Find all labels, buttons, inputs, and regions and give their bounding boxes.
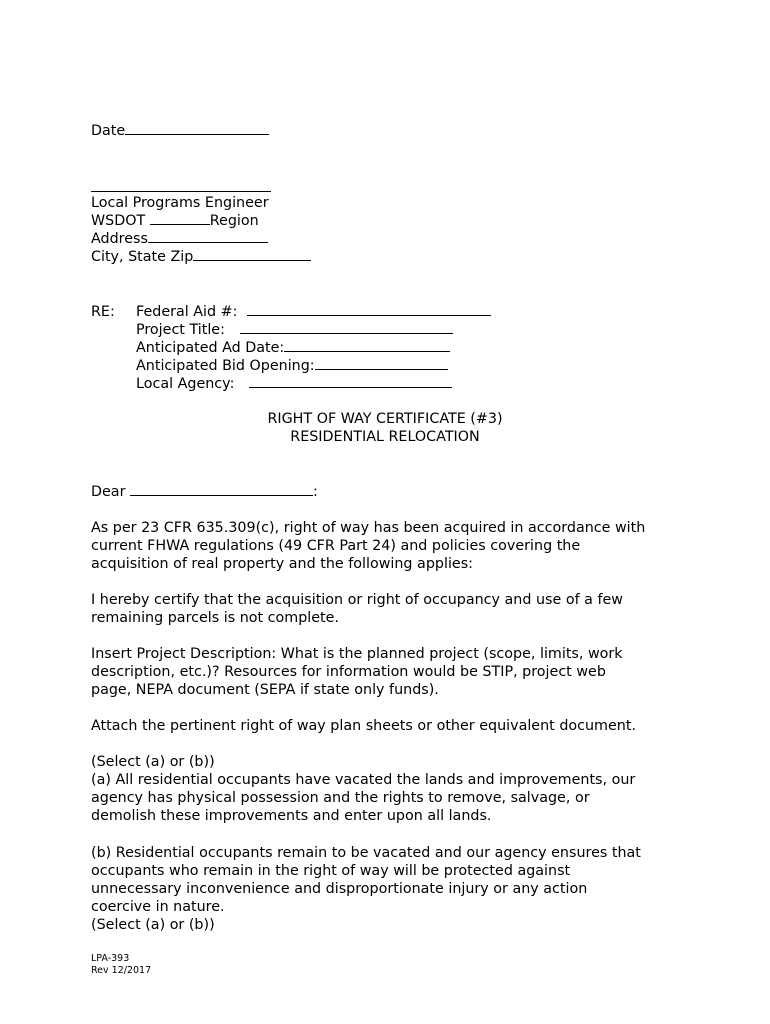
federal-aid-row (136, 303, 491, 321)
project-title-blank[interactable] (240, 321, 453, 334)
address-blank[interactable] (148, 230, 268, 243)
federal-aid-blank[interactable] (247, 303, 491, 316)
paragraph-line: (Select (a) or (b)) (91, 754, 215, 770)
re-label: RE: (91, 304, 115, 320)
ad-date-label: Anticipated Ad Date: (136, 340, 285, 356)
local-agency-blank[interactable] (249, 375, 452, 388)
dear-label: Dear (91, 484, 130, 500)
paragraph-line: remaining parcels is not complete. (91, 610, 340, 626)
paragraph-line: As per 23 CFR 635.309(c), right of way has been acquired in accordance with (91, 520, 646, 536)
ad-date-blank[interactable] (284, 339, 450, 352)
federal-aid-label: Federal Aid #: (136, 304, 238, 320)
certificate-subtitle: RESIDENTIAL RELOCATION (290, 429, 480, 445)
city-state-zip-label: City, State Zip (91, 249, 194, 265)
region-label: Region (209, 213, 259, 229)
paragraph-line: unnecessary inconvenience and disproportionate injury or any action (91, 881, 588, 897)
address-line (91, 230, 268, 248)
paragraph-line: (b) Residential occupants remain to be vacated and our agency ensures that (91, 845, 641, 861)
paragraph-line: Insert Project Description: What is the planned project (scope, limits, work (91, 646, 623, 662)
paragraph-attach (91, 717, 691, 735)
paragraph-line: (Select (a) or (b)) (91, 917, 215, 933)
local-agency-label: Local Agency: (136, 376, 235, 392)
paragraph-line: (a) All residential occupants have vacated the lands and improvements, our (91, 772, 636, 788)
city-state-zip-line (91, 248, 311, 266)
paragraph-line: I hereby certify that the acquisition or right of occupancy and use of a few (91, 592, 623, 608)
paragraph-line: Attach the pertinent right of way plan sheets or other equivalent document. (91, 718, 636, 734)
bid-opening-blank[interactable] (315, 357, 448, 370)
bid-opening-label: Anticipated Bid Opening: (136, 358, 315, 374)
recipient-name-blank[interactable] (91, 191, 271, 192)
form-number: LPA-393 (91, 953, 130, 964)
paragraph-line: occupants who remain in the right of way will be protected against (91, 863, 571, 879)
address-label: Address (91, 231, 148, 247)
paragraph-line: coercive in nature. (91, 899, 225, 915)
paragraph-option-b (91, 844, 691, 934)
paragraph-line: demolish these improvements and enter upon all lands. (91, 808, 492, 824)
ad-date-row (136, 339, 450, 357)
paragraph-line: current FHWA regulations (49 CFR Part 24) and policies covering the (91, 538, 581, 554)
salutation-colon: : (313, 484, 318, 500)
project-title-row (136, 321, 453, 339)
addressee-blank[interactable] (130, 483, 313, 496)
revision-date: Rev 12/2017 (91, 965, 152, 976)
region-blank[interactable] (150, 212, 210, 225)
date-label: Date (91, 123, 126, 139)
recipient-title: Local Programs Engineer (91, 195, 269, 211)
paragraph-line: page, NEPA document (SEPA if state only funds). (91, 682, 439, 698)
paragraph-certify (91, 591, 691, 627)
date-blank[interactable] (125, 122, 269, 135)
city-state-zip-blank[interactable] (193, 248, 311, 261)
bid-opening-row (136, 357, 448, 375)
date-line (91, 122, 269, 140)
project-title-label: Project Title: (136, 322, 225, 338)
wsdot-label: WSDOT (91, 213, 150, 229)
paragraph-option-a (91, 753, 691, 825)
paragraph-line: description, etc.)? Resources for information would be STIP, project web (91, 664, 606, 680)
local-agency-row (136, 375, 452, 393)
paragraph-cfr (91, 519, 691, 573)
paragraph-project-description (91, 645, 691, 699)
paragraph-line: acquisition of real property and the following applies: (91, 556, 473, 572)
paragraph-line: agency has physical possession and the rights to remove, salvage, or (91, 790, 590, 806)
wsdot-region-line (91, 212, 259, 230)
certificate-title: RIGHT OF WAY CERTIFICATE (#3) (267, 411, 503, 427)
salutation (91, 483, 318, 501)
